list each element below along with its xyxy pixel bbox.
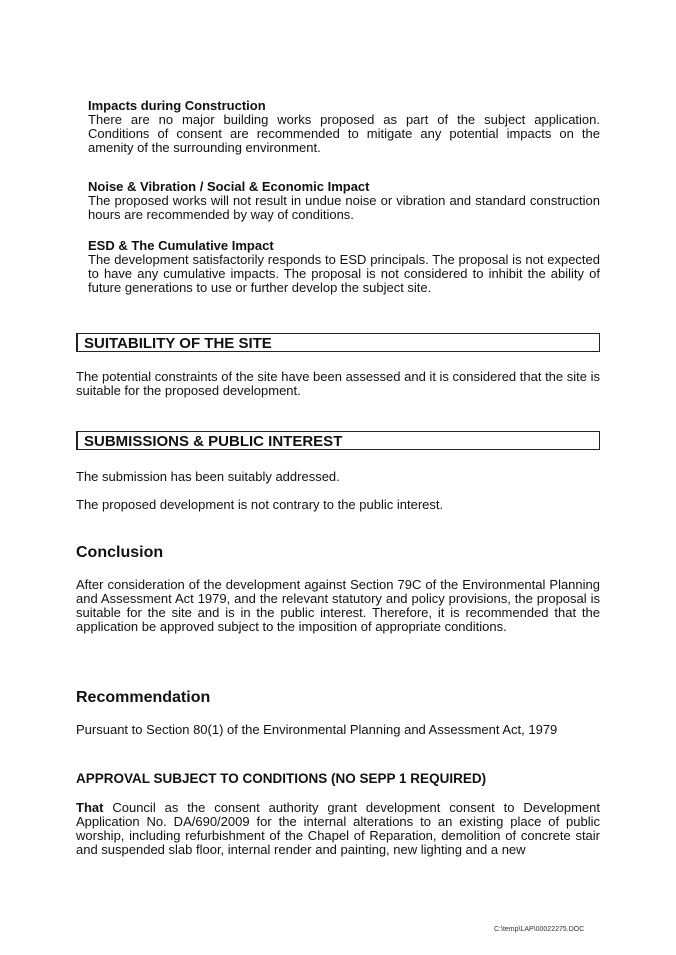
esd-text: The development satisfactorily responds to ESD principals. The proposal is not expected to have any cumulative impacts. The proposal is not considered to inhibit the ability of future generations to use or further develop the subject site.: [88, 252, 600, 295]
conclusion-heading: Conclusion: [76, 544, 164, 561]
approval-lead: That: [76, 800, 104, 815]
noise-vibration-section: [88, 179, 600, 222]
approval-text: [76, 801, 600, 857]
impacts-construction-heading: Impacts during Construction: [88, 98, 266, 113]
esd-heading: ESD & The Cumulative Impact: [88, 238, 274, 253]
suitability-section: [76, 370, 600, 398]
esd-section: [88, 238, 600, 295]
conclusion-section: [76, 578, 600, 634]
approval-heading: APPROVAL SUBJECT TO CONDITIONS (NO SEPP 1 REQUIRED): [76, 771, 487, 786]
recommendation-text: Pursuant to Section 80(1) of the Environmental Planning and Assessment Act, 1979: [76, 722, 558, 737]
approval-body: Council as the consent authority grant development consent to Development Application No. DA/690/2009 for the internal alterations to an existing place of public worship, including refurbishment of the Chapel of Reparation, demolition of concrete stair and suspended slab floor, internal render and painting, new lighting and a new: [76, 800, 600, 857]
recommendation-heading: Recommendation: [76, 689, 211, 706]
suitability-text: The potential constraints of the site have been assessed and it is considered that the site is suitable for the proposed development.: [76, 369, 600, 398]
footer-file-path: C:\temp\LAP\00022275.DOC: [494, 926, 585, 933]
submissions-text-1: The submission has been suitably addressed.: [76, 469, 340, 484]
suitability-heading: SUITABILITY OF THE SITE: [76, 333, 600, 352]
impacts-construction-section: [88, 98, 600, 155]
noise-vibration-heading: Noise & Vibration / Social & Economic Impact: [88, 179, 370, 194]
submissions-section: [76, 470, 600, 512]
submissions-heading: SUBMISSIONS & PUBLIC INTEREST: [76, 431, 600, 450]
impacts-construction-text: There are no major building works proposed as part of the subject application. Conditions of consent are recommended to mitigate any potential impacts on the amenity of the surrounding environment.: [88, 112, 600, 155]
submissions-text-2: The proposed development is not contrary to the public interest.: [76, 497, 444, 512]
recommendation-section: [76, 723, 600, 737]
conclusion-text: After consideration of the development against Section 79C of the Environmental Planning and Assessment Act 1979, and the relevant statutory and policy provisions, the proposal is suitable for the site and is in the public interest. Therefore, it is recommended that the application be approved subject to the imposition of appropriate conditions.: [76, 577, 600, 634]
approval-section: [76, 801, 600, 857]
noise-vibration-text: The proposed works will not result in undue noise or vibration and standard construction hours are recommended by way of conditions.: [88, 193, 600, 222]
